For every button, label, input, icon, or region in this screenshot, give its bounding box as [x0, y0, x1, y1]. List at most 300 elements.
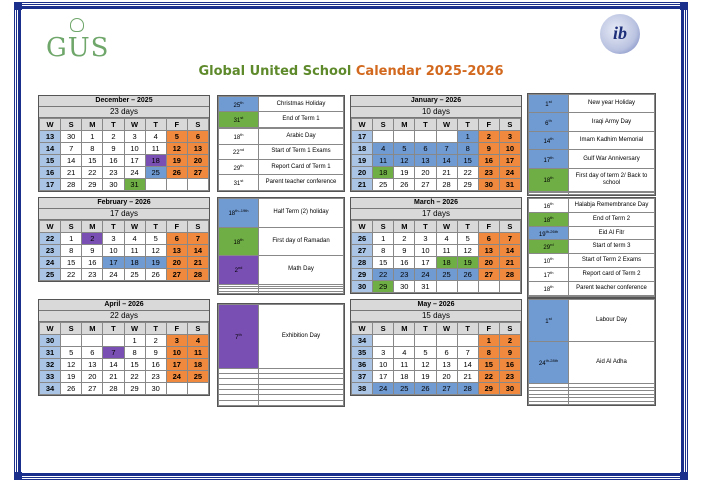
day-cell: 6	[415, 143, 436, 155]
event-date	[529, 401, 569, 405]
event-label: Parent teacher conference	[259, 175, 344, 191]
day-cell: 28	[103, 383, 124, 395]
day-cell: 20	[82, 371, 103, 383]
event-row	[529, 131, 655, 149]
event-label	[259, 291, 344, 293]
weekday-header: T	[457, 323, 478, 335]
day-cell	[82, 335, 103, 347]
day-cell: 30	[103, 179, 124, 191]
week-row	[352, 281, 521, 293]
event-date-suffix: th	[550, 154, 554, 160]
month-days-count: 15 days	[351, 311, 521, 322]
week-number: 35	[352, 347, 373, 359]
weekday-header: T	[415, 323, 436, 335]
week-row	[40, 335, 209, 347]
day-cell: 13	[166, 245, 187, 257]
event-label: End of Term 1	[259, 112, 344, 127]
day-cell: 1	[457, 131, 478, 143]
event-date-suffix: th	[240, 131, 244, 137]
event-date	[219, 175, 259, 191]
weekday-header: T	[103, 323, 124, 335]
month-calendar	[350, 197, 522, 294]
week-number: 19	[352, 155, 373, 167]
event-label: Start of Term 1 Exams	[259, 144, 344, 159]
day-cell: 31	[124, 179, 145, 191]
day-cell: 17	[499, 155, 520, 167]
day-cell: 29	[82, 179, 103, 191]
day-cell: 31	[415, 281, 436, 293]
day-cell: 4	[373, 143, 394, 155]
week-row	[352, 371, 521, 383]
event-date	[219, 129, 259, 144]
weekday-header: S	[61, 119, 82, 131]
day-cell: 28	[457, 383, 478, 395]
event-label: Iraqi Army Day	[569, 113, 655, 131]
day-cell: 3	[499, 131, 520, 143]
day-cell	[394, 335, 415, 347]
event-date-suffix: th	[550, 175, 554, 181]
event-row	[219, 291, 344, 293]
event-date	[219, 305, 259, 369]
week-number: 15	[40, 155, 61, 167]
weekday-header: S	[499, 119, 520, 131]
event-label: First day of term 2/ Back to school	[569, 168, 655, 191]
event-label	[259, 400, 344, 405]
week-number: 14	[40, 143, 61, 155]
event-date	[529, 300, 569, 342]
weekday-header: T	[145, 323, 166, 335]
event-date-day: 7	[235, 334, 239, 341]
event-date-suffix: rd	[550, 242, 554, 248]
day-cell: 11	[373, 155, 394, 167]
day-cell: 23	[103, 167, 124, 179]
day-cell: 11	[145, 143, 166, 155]
day-cell: 1	[124, 335, 145, 347]
day-cell: 2	[499, 335, 520, 347]
week-row	[352, 347, 521, 359]
event-row	[529, 168, 655, 191]
weekday-header: S	[187, 221, 208, 233]
week-number: 30	[352, 281, 373, 293]
day-cell: 22	[457, 167, 478, 179]
event-row	[219, 227, 344, 256]
day-cell: 3	[415, 233, 436, 245]
weekday-header: S	[499, 221, 520, 233]
weekday-header: M	[394, 119, 415, 131]
day-cell: 26	[457, 269, 478, 281]
day-cell: 27	[82, 383, 103, 395]
day-cell: 30	[394, 281, 415, 293]
event-date-suffix: th	[550, 283, 554, 289]
event-date	[529, 342, 569, 384]
day-cell: 19	[166, 155, 187, 167]
day-cell: 18	[436, 257, 457, 269]
month-calendar	[38, 95, 210, 192]
event-row	[529, 212, 655, 226]
event-label: Halabja Remembrance Day	[569, 199, 655, 213]
week-row	[352, 383, 521, 395]
event-date-suffix: st	[548, 316, 552, 321]
day-cell: 23	[499, 371, 520, 383]
event-row	[529, 226, 655, 240]
event-date	[529, 268, 569, 282]
event-date	[529, 150, 569, 168]
day-cell	[166, 179, 187, 191]
week-row	[352, 245, 521, 257]
day-cell: 1	[82, 131, 103, 143]
weekday-header: T	[415, 221, 436, 233]
day-cell: 16	[478, 155, 499, 167]
day-cell: 11	[394, 359, 415, 371]
day-cell: 3	[124, 131, 145, 143]
day-cell: 25	[145, 167, 166, 179]
event-date-day: 1	[545, 102, 549, 109]
ib-logo	[600, 14, 640, 54]
event-date-day: 18	[543, 217, 551, 224]
weekday-header: W	[436, 323, 457, 335]
event-row	[529, 95, 655, 113]
ib-logo-text: ib	[612, 23, 627, 43]
day-cell: 12	[415, 359, 436, 371]
day-cell: 9	[394, 245, 415, 257]
day-cell: 17	[124, 155, 145, 167]
day-cell: 15	[373, 257, 394, 269]
event-row	[529, 254, 655, 268]
events-list	[217, 197, 345, 295]
day-cell: 17	[373, 371, 394, 383]
month-days-count: 23 days	[39, 107, 209, 118]
event-row	[219, 160, 344, 175]
day-cell: 19	[145, 257, 166, 269]
week-row	[352, 257, 521, 269]
event-date-suffix: nd	[239, 147, 245, 153]
event-date-day: 1	[545, 319, 549, 325]
event-label: New year Holiday	[569, 95, 655, 113]
weekday-header: F	[478, 323, 499, 335]
day-cell: 14	[61, 155, 82, 167]
event-date-suffix: th	[238, 331, 242, 337]
day-cell: 10	[415, 245, 436, 257]
event-row	[219, 112, 344, 127]
event-date-day: 29	[543, 245, 551, 252]
day-cell: 29	[457, 179, 478, 191]
week-number: 20	[352, 167, 373, 179]
day-cell	[145, 179, 166, 191]
day-cell: 28	[61, 179, 82, 191]
weekday-header: W	[352, 221, 373, 233]
event-date	[529, 199, 569, 213]
day-cell: 10	[499, 143, 520, 155]
day-cell: 8	[61, 245, 82, 257]
day-cell: 9	[499, 347, 520, 359]
event-date-day: 6	[545, 120, 549, 127]
day-cell: 5	[394, 143, 415, 155]
day-cell: 29	[478, 383, 499, 395]
day-cell: 16	[103, 155, 124, 167]
event-row	[529, 150, 655, 168]
day-cell: 4	[124, 233, 145, 245]
event-date	[219, 400, 259, 405]
day-cell: 18	[394, 371, 415, 383]
day-cell: 26	[415, 383, 436, 395]
day-cell: 12	[61, 359, 82, 371]
day-cell: 21	[103, 371, 124, 383]
day-cell	[457, 335, 478, 347]
day-cell: 24	[166, 371, 187, 383]
title-school: Global United School	[198, 64, 352, 79]
event-label: Start of Term 2 Exams	[569, 254, 655, 268]
event-date	[219, 97, 259, 112]
event-row	[529, 113, 655, 131]
event-date-suffix: th	[240, 162, 244, 168]
day-cell: 5	[457, 233, 478, 245]
month-days-count: 22 days	[39, 311, 209, 322]
event-date	[529, 212, 569, 226]
event-date-day: 2	[234, 268, 238, 275]
day-cell: 27	[478, 269, 499, 281]
week-row	[40, 179, 209, 191]
week-number: 31	[40, 347, 61, 359]
day-cell: 20	[436, 371, 457, 383]
event-label: End of Term 2	[569, 212, 655, 226]
day-cell: 20	[478, 257, 499, 269]
event-label: Math Day	[259, 256, 344, 285]
day-cell: 25	[187, 371, 208, 383]
day-cell: 9	[145, 347, 166, 359]
event-label: Aid Al Adha	[569, 342, 655, 384]
week-row	[40, 359, 209, 371]
weekday-header: W	[352, 119, 373, 131]
day-cell: 7	[187, 233, 208, 245]
day-cell: 14	[457, 359, 478, 371]
border-corner	[680, 2, 688, 10]
event-date-day: 18	[543, 178, 551, 185]
day-cell: 7	[436, 143, 457, 155]
event-date	[529, 95, 569, 113]
event-date-day: 17	[543, 157, 551, 164]
day-cell	[103, 335, 124, 347]
day-cell: 21	[499, 257, 520, 269]
weekday-header: S	[373, 221, 394, 233]
event-date-day: 18	[228, 211, 236, 218]
weekday-header: F	[478, 119, 499, 131]
event-label	[569, 193, 655, 195]
day-cell: 10	[373, 359, 394, 371]
crest-icon	[70, 18, 84, 32]
event-row	[529, 199, 655, 213]
logo-text: GUS	[46, 33, 110, 63]
event-row	[219, 305, 344, 369]
day-cell: 15	[457, 155, 478, 167]
day-cell: 13	[82, 359, 103, 371]
day-cell	[187, 383, 208, 395]
week-row	[40, 383, 209, 395]
day-cell: 15	[478, 359, 499, 371]
day-cell: 22	[124, 371, 145, 383]
week-row	[352, 233, 521, 245]
event-date-suffix: th	[550, 136, 554, 142]
day-cell: 1	[61, 233, 82, 245]
weekday-header: M	[394, 221, 415, 233]
event-date	[219, 291, 259, 293]
event-row	[219, 400, 344, 405]
week-row	[352, 167, 521, 179]
day-cell: 13	[436, 359, 457, 371]
day-cell: 6	[436, 347, 457, 359]
event-date-day: 18	[233, 134, 241, 141]
event-row	[219, 199, 344, 228]
event-date-suffix: th	[550, 200, 554, 206]
day-cell	[373, 131, 394, 143]
weekday-header: W	[436, 119, 457, 131]
event-row	[529, 268, 655, 282]
week-number: 18	[352, 143, 373, 155]
week-number: 16	[40, 167, 61, 179]
month-calendar	[350, 95, 522, 192]
weekday-header: F	[478, 221, 499, 233]
day-cell: 27	[166, 269, 187, 281]
event-label: Gulf War Anniversary	[569, 150, 655, 168]
weekday-header: F	[166, 119, 187, 131]
day-cell: 24	[415, 269, 436, 281]
events-list	[217, 95, 345, 192]
event-date-day: 17	[543, 273, 551, 280]
day-cell: 15	[61, 257, 82, 269]
day-cell	[478, 281, 499, 293]
week-number: 26	[352, 233, 373, 245]
week-row	[40, 233, 209, 245]
day-cell: 15	[82, 155, 103, 167]
day-cell: 21	[457, 371, 478, 383]
day-cell: 15	[124, 359, 145, 371]
month-name: December – 2025	[39, 96, 209, 107]
event-row	[219, 175, 344, 191]
events-list	[527, 298, 656, 406]
event-label	[569, 295, 655, 296]
event-date	[529, 240, 569, 254]
week-number: 13	[40, 131, 61, 143]
event-date	[529, 113, 569, 131]
day-cell: 4	[187, 335, 208, 347]
weekday-header: W	[124, 119, 145, 131]
month-name: March – 2026	[351, 198, 521, 209]
event-label: Report card of Term 2	[569, 268, 655, 282]
week-number: 38	[352, 383, 373, 395]
week-row	[352, 131, 521, 143]
week-row	[40, 257, 209, 269]
day-cell: 9	[478, 143, 499, 155]
day-cell: 11	[187, 347, 208, 359]
day-cell: 18	[124, 257, 145, 269]
day-cell: 2	[103, 131, 124, 143]
week-number: 33	[40, 371, 61, 383]
day-cell	[415, 335, 436, 347]
event-label: Start of term 3	[569, 240, 655, 254]
day-cell	[499, 281, 520, 293]
weekday-header: S	[499, 323, 520, 335]
weekday-header: T	[145, 119, 166, 131]
month-calendar	[350, 299, 522, 396]
day-cell: 28	[187, 269, 208, 281]
event-date-day: 31	[233, 181, 241, 188]
week-number: 37	[352, 371, 373, 383]
day-cell: 17	[103, 257, 124, 269]
day-cell: 26	[166, 167, 187, 179]
day-cell: 2	[478, 131, 499, 143]
border-corner	[14, 2, 22, 10]
day-cell: 4	[145, 131, 166, 143]
day-cell: 3	[166, 335, 187, 347]
week-row	[352, 335, 521, 347]
day-cell: 26	[145, 269, 166, 281]
day-cell: 28	[436, 179, 457, 191]
day-cell	[457, 281, 478, 293]
day-cell: 16	[145, 359, 166, 371]
event-date-suffix: st	[240, 115, 244, 121]
day-cell: 22	[478, 371, 499, 383]
day-cell: 2	[394, 233, 415, 245]
event-date-day: 10	[543, 259, 551, 266]
day-cell: 18	[145, 155, 166, 167]
weekday-header: S	[187, 119, 208, 131]
day-cell: 2	[145, 335, 166, 347]
day-cell: 4	[436, 233, 457, 245]
event-date	[529, 254, 569, 268]
day-cell: 6	[187, 131, 208, 143]
event-row	[529, 295, 655, 296]
day-cell: 8	[82, 143, 103, 155]
week-row	[40, 347, 209, 359]
event-label	[569, 401, 655, 405]
week-number: 17	[352, 131, 373, 143]
day-cell: 1	[373, 233, 394, 245]
event-label: Eid Al Fitr	[569, 226, 655, 240]
weekday-header: T	[103, 221, 124, 233]
week-number: 25	[40, 269, 61, 281]
event-date	[219, 160, 259, 175]
week-number: 17	[40, 179, 61, 191]
event-date-suffix: th-28th	[545, 358, 559, 363]
weekday-header: W	[40, 323, 61, 335]
day-cell: 23	[82, 269, 103, 281]
event-row	[529, 300, 655, 342]
event-label: Imam Kadhim Memorial	[569, 131, 655, 149]
weekday-header: M	[82, 221, 103, 233]
day-cell: 20	[415, 167, 436, 179]
day-cell: 12	[394, 155, 415, 167]
event-date	[529, 193, 569, 195]
weekday-header: S	[61, 323, 82, 335]
day-cell: 25	[124, 269, 145, 281]
event-date-suffix: th	[240, 236, 244, 242]
week-number: 30	[40, 335, 61, 347]
weekday-header: T	[415, 119, 436, 131]
day-cell: 13	[478, 245, 499, 257]
weekday-header: M	[394, 323, 415, 335]
day-cell: 30	[61, 131, 82, 143]
events-list	[527, 197, 656, 298]
event-date-suffix: nd	[237, 265, 243, 271]
weekday-header: W	[124, 221, 145, 233]
event-date-suffix: st	[548, 99, 552, 105]
day-cell: 24	[124, 167, 145, 179]
day-cell: 30	[478, 179, 499, 191]
day-cell: 13	[415, 155, 436, 167]
day-cell	[187, 179, 208, 191]
weekday-header: T	[103, 119, 124, 131]
day-cell: 16	[499, 359, 520, 371]
day-cell: 31	[499, 179, 520, 191]
